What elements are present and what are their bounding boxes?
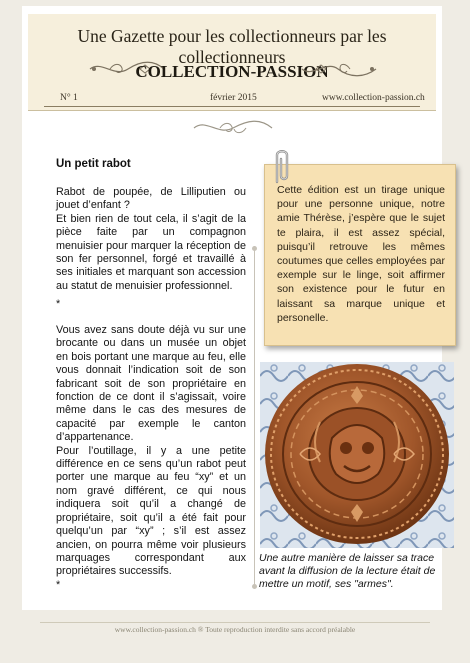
article-paragraph: *: [56, 298, 61, 310]
column-divider-bottom-dot: [252, 584, 257, 589]
article-paragraph: *: [56, 578, 61, 591]
publication-name: COLLECTION-PASSION: [135, 62, 329, 81]
carved-medallion-icon: [260, 362, 454, 548]
website-link[interactable]: www.collection-passion.ch: [322, 93, 425, 103]
paperclip-icon: [270, 146, 294, 188]
dedication-note: [264, 164, 456, 346]
issue-date: février 2015: [210, 93, 257, 103]
masthead: [28, 14, 436, 111]
article-heading: Un petit rabot: [56, 158, 131, 170]
photo-caption: Une autre manière de laisser sa trace avant la diffusion de la lecture était de mettre un motif, ses "armes".: [259, 552, 436, 590]
footer-copyright: www.collection-passion.ch ® Toute reproduction interdite sans accord préalable: [114, 625, 356, 634]
footer-rule: [40, 622, 430, 623]
article-paragraph: Vous avez sans doute déjà vu sur une brocante ou dans un musée un objet en bois portant une marque au feu, elle vous donnait l’indication soit de son fabricant soit de son propriétaire en fonction de ce dont il s’agissait, voire même dans le cas des mesures de capacité par exemple le canton d’appartenance.: [56, 324, 246, 444]
right-scroll-ornament-icon: [300, 58, 378, 80]
column-divider-top-dot: [252, 246, 257, 251]
note-text: Cette édition est un tirage unique pour une personne unique, notre amie Thérèse, j’espère que le sujet te plaira, il est assez spécial, puisqu’il retrouve les mêmes coutumes que celles employées par exemple sur le linge, soit affirmer son existence pour le futur en laissant sa marque unique et personelle.: [277, 184, 445, 324]
gazette-title: Une Gazette pour les collectionneurs par les collectionneurs: [77, 26, 387, 67]
gazette-page: [22, 6, 445, 658]
issue-number: N° 1: [60, 93, 78, 103]
article-paragraph: Rabot de poupée, de Lilliputien ou jouet d’enfant ?: [56, 186, 246, 212]
column-divider: [254, 246, 255, 586]
carved-wood-photo: [260, 362, 454, 548]
divider-ornament-icon: [190, 118, 276, 138]
article-intro: [56, 186, 246, 293]
footer-band: [0, 610, 470, 663]
separator-star: [56, 298, 246, 311]
article-paragraph: Pour l’outillage, il y a une petite différence en ce sens qu’un rabot peut porter une marque au feu “xy” et un nom gravé différent, ce qui nous indiquera soit qu’il a changé de propriétaire, soit qu’il a été fait pour quelqu’un par “xy” ; s’il est assez ancien, on pourra même voir plusieurs marquages correspondant aux propriétaires successifs.: [56, 444, 246, 578]
article-body: [56, 324, 246, 592]
article-paragraph: Et bien rien de tout cela, il s’agit de la pièce faite par un compagnon menuisier pour marquer la réception de son fer personnel, forgé et travaillé à ses initiales et marquant son accession au statut de menuisier professionnel.: [56, 212, 246, 292]
masthead-rule: [44, 106, 420, 107]
